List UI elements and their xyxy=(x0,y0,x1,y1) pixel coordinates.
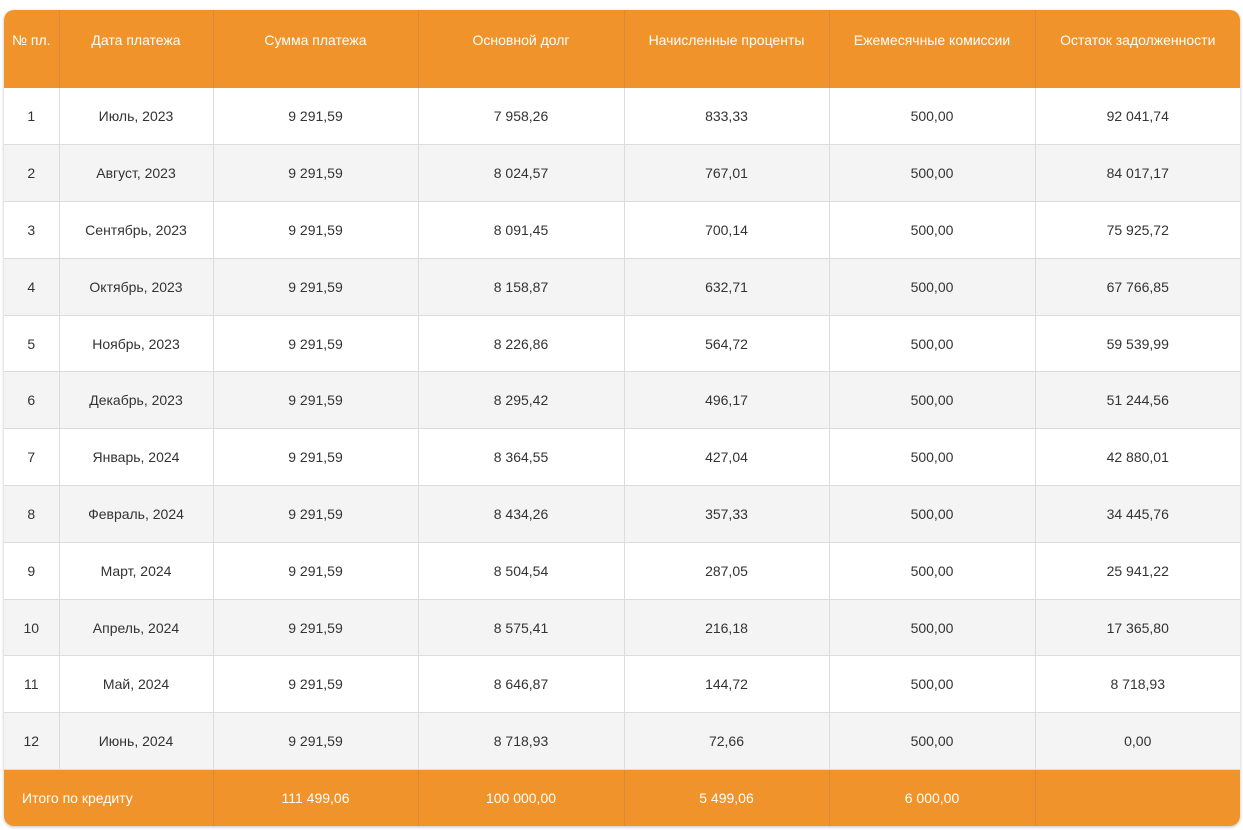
table-row xyxy=(4,88,1240,145)
totals-row xyxy=(4,770,1240,826)
cell-balance: 17 365,80 xyxy=(1035,599,1240,656)
cell-interest: 496,17 xyxy=(624,372,829,429)
table-row xyxy=(4,713,1240,770)
table-row xyxy=(4,202,1240,259)
cell-payment-date: Март, 2024 xyxy=(59,542,213,599)
totals-payment-sum: 111 499,06 xyxy=(213,770,418,826)
cell-principal: 7 958,26 xyxy=(418,88,624,145)
cell-balance: 75 925,72 xyxy=(1035,202,1240,259)
cell-commissions: 500,00 xyxy=(829,429,1035,486)
cell-payment-amount: 9 291,59 xyxy=(213,429,418,486)
cell-commissions: 500,00 xyxy=(829,372,1035,429)
payment-schedule-container xyxy=(4,10,1240,826)
header-payment-date: Дата платежа xyxy=(59,10,213,88)
header-payment-number: № пл. xyxy=(4,10,59,88)
payment-schedule-table xyxy=(4,10,1240,826)
totals-label: Итого по кредиту xyxy=(4,770,213,826)
cell-commissions: 500,00 xyxy=(829,202,1035,259)
cell-principal: 8 024,57 xyxy=(418,145,624,202)
cell-payment-number: 9 xyxy=(4,542,59,599)
cell-payment-number: 11 xyxy=(4,656,59,713)
cell-commissions: 500,00 xyxy=(829,145,1035,202)
cell-interest: 767,01 xyxy=(624,145,829,202)
cell-payment-number: 8 xyxy=(4,486,59,543)
table-row xyxy=(4,258,1240,315)
table-row xyxy=(4,486,1240,543)
cell-commissions: 500,00 xyxy=(829,486,1035,543)
cell-interest: 427,04 xyxy=(624,429,829,486)
cell-payment-date: Июль, 2023 xyxy=(59,88,213,145)
cell-payment-number: 5 xyxy=(4,315,59,372)
totals-commissions: 6 000,00 xyxy=(829,770,1035,826)
cell-interest: 700,14 xyxy=(624,202,829,259)
cell-payment-number: 6 xyxy=(4,372,59,429)
header-row xyxy=(4,10,1240,88)
cell-balance: 34 445,76 xyxy=(1035,486,1240,543)
cell-principal: 8 091,45 xyxy=(418,202,624,259)
cell-principal: 8 364,55 xyxy=(418,429,624,486)
cell-payment-number: 4 xyxy=(4,258,59,315)
cell-balance: 84 017,17 xyxy=(1035,145,1240,202)
table-body xyxy=(4,88,1240,770)
table-row xyxy=(4,145,1240,202)
cell-payment-number: 1 xyxy=(4,88,59,145)
cell-principal: 8 434,26 xyxy=(418,486,624,543)
cell-balance: 0,00 xyxy=(1035,713,1240,770)
cell-payment-date: Декабрь, 2023 xyxy=(59,372,213,429)
cell-payment-amount: 9 291,59 xyxy=(213,315,418,372)
cell-payment-date: Май, 2024 xyxy=(59,656,213,713)
cell-payment-number: 7 xyxy=(4,429,59,486)
table-row xyxy=(4,542,1240,599)
cell-payment-amount: 9 291,59 xyxy=(213,202,418,259)
header-principal: Основной долг xyxy=(418,10,624,88)
table-row xyxy=(4,429,1240,486)
cell-interest: 564,72 xyxy=(624,315,829,372)
cell-payment-number: 2 xyxy=(4,145,59,202)
cell-payment-date: Октябрь, 2023 xyxy=(59,258,213,315)
cell-payment-amount: 9 291,59 xyxy=(213,372,418,429)
cell-payment-number: 10 xyxy=(4,599,59,656)
totals-balance xyxy=(1035,770,1240,826)
cell-commissions: 500,00 xyxy=(829,88,1035,145)
cell-payment-amount: 9 291,59 xyxy=(213,258,418,315)
cell-interest: 72,66 xyxy=(624,713,829,770)
cell-principal: 8 718,93 xyxy=(418,713,624,770)
cell-payment-date: Январь, 2024 xyxy=(59,429,213,486)
cell-payment-amount: 9 291,59 xyxy=(213,88,418,145)
cell-balance: 67 766,85 xyxy=(1035,258,1240,315)
cell-commissions: 500,00 xyxy=(829,315,1035,372)
table-row xyxy=(4,599,1240,656)
cell-principal: 8 226,86 xyxy=(418,315,624,372)
cell-balance: 8 718,93 xyxy=(1035,656,1240,713)
cell-interest: 357,33 xyxy=(624,486,829,543)
cell-payment-date: Апрель, 2024 xyxy=(59,599,213,656)
cell-payment-date: Сентябрь, 2023 xyxy=(59,202,213,259)
cell-interest: 216,18 xyxy=(624,599,829,656)
table-row xyxy=(4,656,1240,713)
table-header xyxy=(4,10,1240,88)
table-row xyxy=(4,372,1240,429)
header-interest: Начисленные проценты xyxy=(624,10,829,88)
cell-payment-amount: 9 291,59 xyxy=(213,486,418,543)
header-payment-amount: Сумма платежа xyxy=(213,10,418,88)
cell-payment-amount: 9 291,59 xyxy=(213,145,418,202)
cell-balance: 59 539,99 xyxy=(1035,315,1240,372)
cell-balance: 25 941,22 xyxy=(1035,542,1240,599)
cell-commissions: 500,00 xyxy=(829,599,1035,656)
cell-payment-amount: 9 291,59 xyxy=(213,599,418,656)
cell-principal: 8 295,42 xyxy=(418,372,624,429)
cell-payment-amount: 9 291,59 xyxy=(213,656,418,713)
cell-commissions: 500,00 xyxy=(829,656,1035,713)
cell-commissions: 500,00 xyxy=(829,258,1035,315)
cell-payment-amount: 9 291,59 xyxy=(213,713,418,770)
cell-principal: 8 646,87 xyxy=(418,656,624,713)
cell-interest: 833,33 xyxy=(624,88,829,145)
cell-commissions: 500,00 xyxy=(829,713,1035,770)
cell-principal: 8 575,41 xyxy=(418,599,624,656)
cell-balance: 92 041,74 xyxy=(1035,88,1240,145)
cell-interest: 287,05 xyxy=(624,542,829,599)
cell-interest: 632,71 xyxy=(624,258,829,315)
cell-payment-amount: 9 291,59 xyxy=(213,542,418,599)
header-commissions: Ежемесячные комиссии xyxy=(829,10,1035,88)
table-row xyxy=(4,315,1240,372)
cell-payment-date: Август, 2023 xyxy=(59,145,213,202)
cell-balance: 51 244,56 xyxy=(1035,372,1240,429)
cell-payment-date: Февраль, 2024 xyxy=(59,486,213,543)
cell-balance: 42 880,01 xyxy=(1035,429,1240,486)
cell-commissions: 500,00 xyxy=(829,542,1035,599)
totals-principal: 100 000,00 xyxy=(418,770,624,826)
cell-principal: 8 158,87 xyxy=(418,258,624,315)
cell-payment-date: Июнь, 2024 xyxy=(59,713,213,770)
cell-payment-number: 3 xyxy=(4,202,59,259)
table-footer xyxy=(4,770,1240,826)
cell-interest: 144,72 xyxy=(624,656,829,713)
header-balance: Остаток задолженности xyxy=(1035,10,1240,88)
totals-interest: 5 499,06 xyxy=(624,770,829,826)
cell-payment-date: Ноябрь, 2023 xyxy=(59,315,213,372)
cell-payment-number: 12 xyxy=(4,713,59,770)
cell-principal: 8 504,54 xyxy=(418,542,624,599)
